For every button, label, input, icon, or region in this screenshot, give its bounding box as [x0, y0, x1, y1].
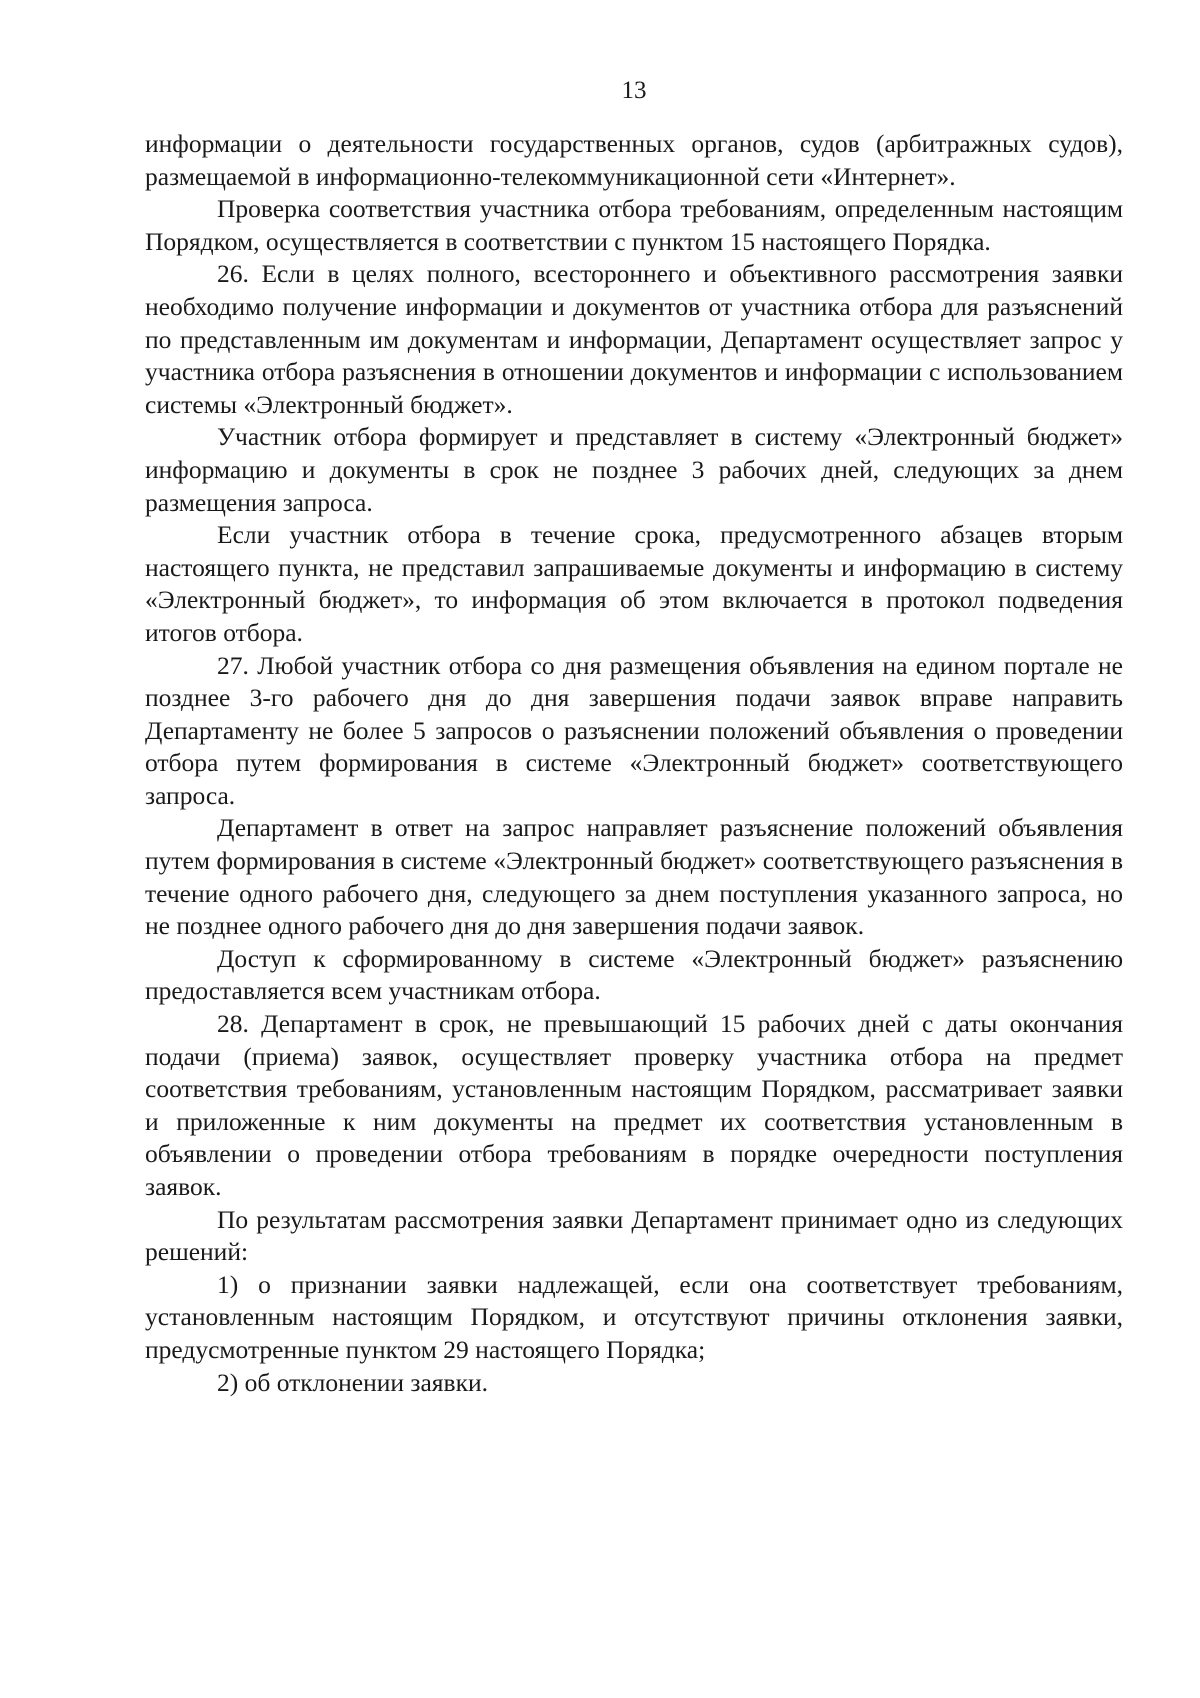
paragraph: 1) о признании заявки надлежащей, если она соответствует требованиям, установленным настоящим Порядком, и отсутствуют причины отклонения заявки, предусмотренные пунктом 29 настоящего Порядка;: [145, 1269, 1123, 1364]
page-number: 13: [621, 77, 647, 104]
paragraph: информации о деятельности государственных органов, судов (арбитражных судов), размещаемой в информационно-телекоммуникационной сети «Интернет».: [145, 129, 1123, 191]
paragraph: 27. Любой участник отбора со дня размещения объявления на едином портале не позднее 3-го рабочего дня до дня завершения подачи заявок вправе направить Департаменту не более 5 запросов о разъяснении положений объявления о проведении отбора путем формирования в системе «Электронный бюджет» соответствующего запроса.: [145, 650, 1123, 810]
document-body: [145, 128, 1123, 1399]
paragraph: Департамент в ответ на запрос направляет разъяснение положений объявления путем формирования в системе «Электронный бюджет» соответствующего разъяснения в течение одного рабочего дня, следующего за днем поступления указанного запроса, но не позднее одного рабочего дня до дня завершения подачи заявок.: [145, 813, 1123, 941]
paragraph: 26. Если в целях полного, всестороннего и объективного рассмотрения заявки необходимо получение информации и документов от участника отбора для разъяснений по представленным им документам и информации, Департамент осуществляет запрос у участника отбора разъяснения в отношении документов и информации с использованием системы «Электронный бюджет».: [145, 259, 1123, 419]
paragraph: 28. Департамент в срок, не превышающий 15 рабочих дней с даты окончания подачи (приема) заявок, осуществляет проверку участника отбора на предмет соответствия требованиям, установленным настоящим Порядком, рассматривает заявки и приложенные к ним документы на предмет их соответствия установленным в объявлении о проведении отбора требованиям в порядке очередности поступления заявок.: [145, 1009, 1123, 1201]
paragraph: Доступ к сформированному в системе «Электронный бюджет» разъяснению предоставляется всем участникам отбора.: [145, 943, 1123, 1006]
paragraph: Проверка соответствия участника отбора требованиям, определенным настоящим Порядком, осуществляется в соответствии с пунктом 15 настоящего Порядка.: [145, 194, 1123, 256]
paragraph: По результатам рассмотрения заявки Департамент принимает одно из следующих решений:: [145, 1204, 1123, 1267]
paragraph: Если участник отбора в течение срока, предусмотренного абзацев вторым настоящего пункта, не представил запрашиваемые документы и информацию в систему «Электронный бюджет», то информация об этом включается в протокол подведения итогов отбора.: [145, 520, 1123, 647]
paragraph: Участник отбора формирует и представляет в систему «Электронный бюджет» информацию и документы в срок не позднее 3 рабочих дней, следующих за днем размещения запроса.: [145, 422, 1123, 517]
paragraph: 2) об отклонении заявки.: [217, 1367, 488, 1397]
